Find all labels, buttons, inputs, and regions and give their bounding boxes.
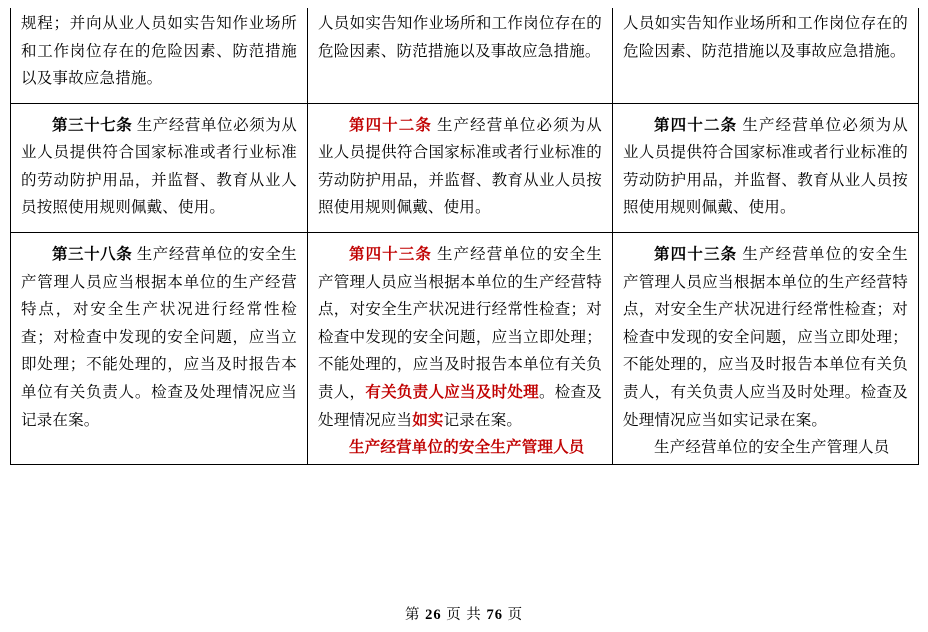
article-text: 生产经营单位的安全生产管理人员应当根据本单位的生产经营特点，对安全生产状况进行经常性检查；对检查中发现的安全问题，应当立即处理；不能处理的，应当及时报告本单位有关负责人，有关负责人应当及时处理。检查及处理情况应当如实记录在案。 [623,246,908,429]
table-cell-revised [308,233,613,465]
article-number: 第四十三条 [654,246,738,264]
table-row [11,103,919,232]
paragraph-continued: 生产经营单位的安全生产管理人员 [349,439,585,457]
article-text-run-highlight: 如实 [412,411,444,429]
table-cell-final [613,103,919,232]
table-cell-original [11,103,308,232]
article-text-run: 记录在案。 [443,411,523,429]
article-number: 第四十三条 [349,246,432,264]
paragraph [21,241,297,434]
article-text-run: 生产经营单位的安全生产管理人员应当根据本单位的生产经营特点，对安全生产状况进行经常性检查；对检查中发现的安全问题，应当立即处理；不能处理的，应当及时报告本单位有关负责人， [318,246,602,401]
page-footer [0,603,928,624]
article-number: 第三十八条 [52,246,133,264]
comparison-table [10,8,919,465]
footer-middle: 页 共 [446,607,482,623]
paragraph: 人员如实告知作业场所和工作岗位存在的危险因素、防范措施以及事故应急措施。 [318,15,602,60]
footer-total-pages: 76 [486,607,503,623]
table-cell-revised [308,103,613,232]
paragraph: 人员如实告知作业场所和工作岗位存在的危险因素、防范措施以及事故应急措施。 [623,15,908,60]
table-cell-original [11,8,308,103]
paragraph: 规程；并向从业人员如实告知作业场所和工作岗位存在的危险因素、防范措施以及事故应急措施。 [21,15,297,88]
footer-suffix: 页 [507,607,524,623]
article-number: 第四十二条 [654,116,738,134]
paragraph [623,241,908,434]
paragraph-continued: 生产经营单位的安全生产管理人员 [654,439,890,457]
article-number: 第三十七条 [52,116,133,134]
article-text-run-highlight: 有关负责人应当及时处理 [365,383,539,401]
paragraph [318,112,602,222]
table-cell-final [613,233,919,465]
article-text: 生产经营单位必须为从业人员提供符合国家标准或者行业标准的劳动防护用品，并监督、教育从业人员按照使用规则佩戴、使用。 [623,116,908,217]
paragraph [623,112,908,222]
paragraph [21,112,297,222]
article-text: 生产经营单位必须为从业人员提供符合国家标准或者行业标准的劳动防护用品，并监督、教育从业人员按照使用规则佩戴、使用。 [21,116,297,217]
table-cell-original [11,233,308,465]
table-row [11,233,919,465]
paragraph [318,241,602,434]
table-cell-revised [308,8,613,103]
article-number: 第四十二条 [349,116,432,134]
article-text: 生产经营单位的安全生产管理人员应当根据本单位的生产经营特点，对安全生产状况进行经常性检查；对检查中发现的安全问题，应当立即处理；不能处理的，应当及时报告本单位有关负责人。检查及处理情况应当记录在案。 [21,246,297,429]
table-cell-final [613,8,919,103]
footer-prefix: 第 [404,607,421,623]
article-text: 生产经营单位必须为从业人员提供符合国家标准或者行业标准的劳动防护用品，并监督、教育从业人员按照使用规则佩戴、使用。 [318,116,602,217]
footer-page-number: 26 [425,607,442,623]
article-text-run: 。检查及处理情况应当 [318,383,602,429]
table-row [11,8,919,103]
